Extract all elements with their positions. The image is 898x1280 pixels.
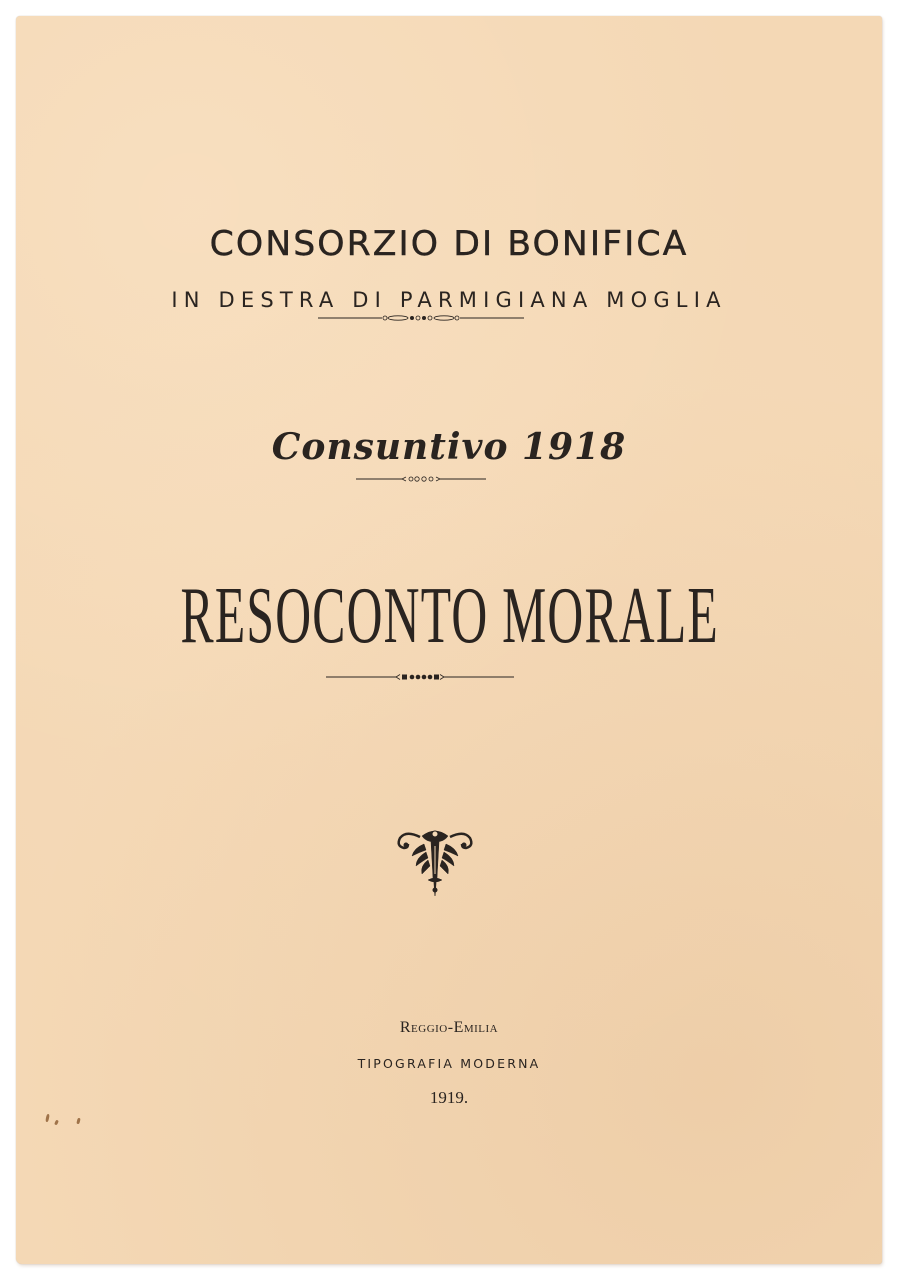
report-subtitle: Consuntivo 1918 xyxy=(271,426,627,468)
organization-title: CONSORZIO DI BONIFICA xyxy=(209,224,689,264)
ornamental-rule-icon xyxy=(318,313,524,323)
imprint-printer: TIPOGRAFIA MODERNA xyxy=(357,1056,541,1071)
document-page xyxy=(16,16,882,1264)
imprint-city: Reggio-Emilia xyxy=(399,1019,499,1036)
foxing-stain xyxy=(76,1118,80,1125)
foxing-stain xyxy=(54,1120,59,1126)
floral-vignette-icon xyxy=(384,822,486,902)
ornamental-rule-icon xyxy=(356,474,486,484)
imprint-year: 1919. xyxy=(429,1088,469,1107)
main-heading: RESOCONTO MORALE xyxy=(180,572,719,660)
foxing-stain xyxy=(45,1114,50,1122)
ornamental-rule-icon xyxy=(326,672,514,682)
organization-subtitle: IN DESTRA DI PARMIGIANA MOGLIA xyxy=(171,288,727,312)
